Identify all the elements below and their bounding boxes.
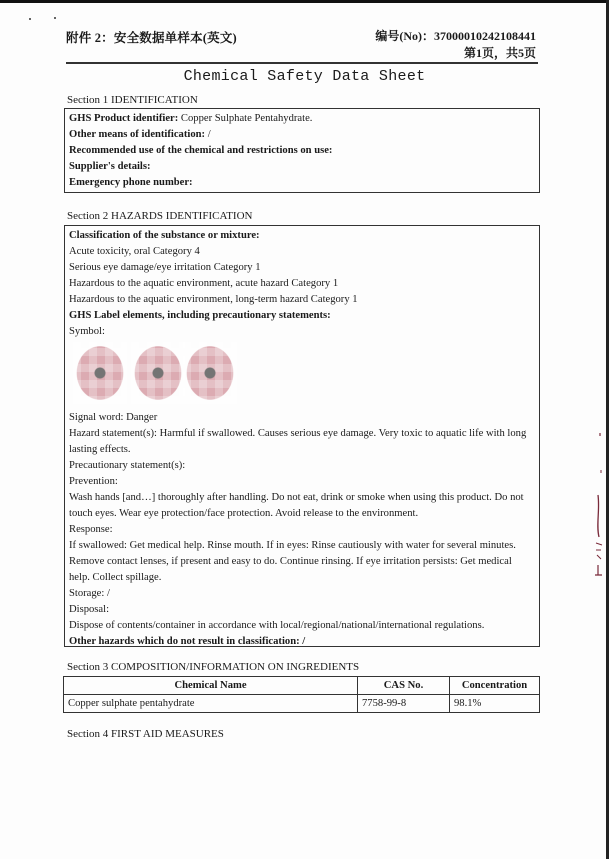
signal-word: Signal word: Danger [69,412,158,423]
header-rule [66,62,538,64]
composition-table [63,676,540,713]
classification-item: Acute toxicity, oral Category 4 [69,246,200,257]
document-number-block [375,28,536,62]
table-header-row [64,677,540,695]
scan-speck [29,18,31,20]
identification-row: GHS Product identifier: Copper Sulphate Pentahydrate. [69,113,313,124]
disposal-label: Disposal: [69,604,110,615]
attachment-header: 附件 2：安全数据单样本(英文) [66,31,237,45]
handwritten-annotation-icon [592,425,606,585]
section4-label: Section 4 FIRST AID MEASURES [67,728,224,740]
table-row [64,695,540,713]
storage-text: Storage: / [69,588,110,599]
symbol-label: Symbol: [69,326,105,337]
section2-box [64,225,540,647]
identification-row: Other means of identification: / [69,129,211,140]
column-header-concentration: Concentration [450,677,540,695]
identification-row: Supplier's details: [69,161,151,172]
cell-chemical-name: Copper sulphate pentahydrate [64,695,358,713]
disposal-text: Dispose of contents/container in accordance with local/regional/national/international regulations. [69,620,485,631]
section3-label: Section 3 COMPOSITION/INFORMATION ON INGREDIENTS [67,661,360,673]
ghs-corrosion-icon [131,342,185,404]
document-title: Chemical Safety Data Sheet [183,68,426,85]
section2-label: Section 2 HAZARDS IDENTIFICATION [67,210,253,222]
cell-concentration: 98.1% [450,695,540,713]
classification-item: Serious eye damage/eye irritation Category 1 [69,262,261,273]
label-elements-heading: GHS Label elements, including precautionary statements: [69,310,331,321]
prevention-label: Prevention: [69,476,118,487]
ghs-symbols [69,342,535,410]
ghs-environment-icon [183,342,237,404]
precautionary-heading: Precautionary statement(s): [69,460,186,471]
ghs-exclamation-icon [73,342,127,404]
identification-row: Recommended use of the chemical and restrictions on use: [69,145,333,156]
scan-speck [54,17,56,19]
cell-cas-no: 7758-99-8 [358,695,450,713]
page-info: 第1页，共5页 [463,46,536,60]
other-hazards: Other hazards which do not result in classification: / [69,636,306,647]
response-text: If swallowed: Get medical help. Rinse mouth. If in eyes: Rinse cautiously with water for several minutes. Remove contact lenses, if present and easy to do. Continue rinsing. If eye irritation persists: Get medical help. Collect spillage. [69,540,516,583]
hazard-statements: Hazard statement(s): Harmful if swallowed. Causes serious eye damage. Very toxic to aquatic life with long lasting effects. [69,428,527,455]
identification-row: Emergency phone number: [69,177,193,188]
document-number: 编号(No)：37000010242108441 [375,29,536,43]
classification-item: Hazardous to the aquatic environment, acute hazard Category 1 [69,278,339,289]
scan-top-edge [0,0,609,3]
section1-box [64,108,540,193]
column-header-chemical-name: Chemical Name [64,677,358,695]
response-label: Response: [69,524,113,535]
classification-heading: Classification of the substance or mixture: [69,230,260,241]
classification-item: Hazardous to the aquatic environment, long-term hazard Category 1 [69,294,358,305]
section1-label: Section 1 IDENTIFICATION [67,94,198,106]
prevention-text: Wash hands [and…] thoroughly after handling. Do not eat, drink or smoke when using this product. Do not touch eyes. Wear eye protection/face protection. Avoid release to the environment. [69,492,524,519]
column-header-cas-no: CAS No. [358,677,450,695]
